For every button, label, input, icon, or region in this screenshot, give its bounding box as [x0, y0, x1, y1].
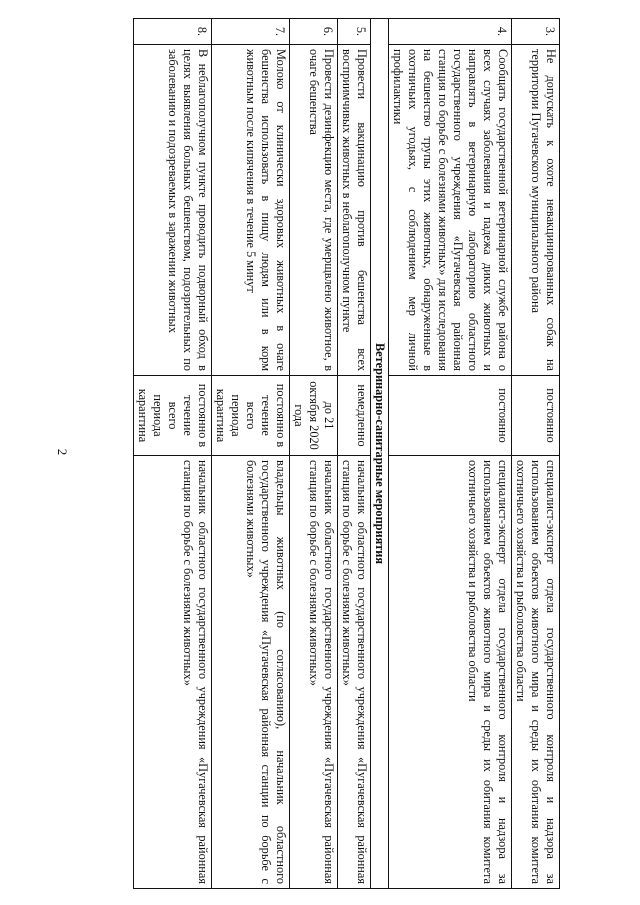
term-cell: немедленно: [338, 375, 371, 455]
action-cell: Молоко от клинически здоровых животных в очаге бешенства использовать в пищу людям или в корм животным после кипячения в течение 5 минут: [212, 44, 290, 375]
table-row: [134, 18, 212, 888]
action-cell: Провести вакцинацию против бешенства всех восприимчивых животных в неблагополучном пункте: [338, 44, 371, 375]
table-row: [212, 18, 290, 888]
term-cell: постоянно: [389, 375, 512, 455]
rotated-table-container: [80, 18, 560, 888]
action-cell: В неблагополучном пункте проводить подворный обход в целях выявления больных бешенством, подозрительных по заболеванию и подозреваемых в заражении животных: [134, 44, 212, 375]
section-title: Ветеринарно-санитарные мероприятия: [371, 18, 389, 888]
term-cell: постоянно в течение всего периода карантина: [212, 375, 290, 455]
action-cell: Сообщать государственной ветеринарной службе района о всех случаях заболевания и падежа диких животных и направлять в ветеринарную лабораторию областного государственного учреждения «Пугачевская районная станция по борьбе с болезнями животных» для исследования на бешенство трупы этих животных, обнаруженные в охотничьих угодьях, с соблюдением мер личной профилактики: [389, 44, 512, 375]
table-row: [389, 18, 512, 888]
table-row: [290, 18, 338, 888]
table-row: [512, 18, 560, 888]
responsible-cell: начальник областного государственного учреждения «Пугачевская районная станция по борьбе с болезнями животных»: [290, 455, 338, 888]
responsible-cell: начальник областного государственного учреждения «Пугачевская районная станция по борьбе с болезнями животных»: [338, 455, 371, 888]
row-number: 5.: [338, 18, 371, 44]
row-number: 4.: [389, 18, 512, 44]
term-cell: постоянно в течение всего периода карантина: [134, 375, 212, 455]
action-cell: Не допускать к охоте невакцинированных собак на территории Пугачевского муниципального района: [512, 44, 560, 375]
table-row: [338, 18, 371, 888]
responsible-cell: начальник областного государственного учреждения «Пугачевская районная станция по борьбе с болезнями животных»: [134, 455, 212, 888]
responsible-cell: специалист-эксперт отдела государственного контроля и надзора за использованием объектов животного мира и среды их обитания комитета охотничьего хозяйства и рыболовства области: [389, 455, 512, 888]
responsible-cell: владельцы животных (по согласованию), начальник областного государственного учреждения «Пугачевская районная станции по борьбе с болезнями животных»: [212, 455, 290, 888]
page-number: 2: [55, 448, 70, 456]
term-cell: до 21 октября 2020 года: [290, 375, 338, 455]
term-cell: постоянно: [512, 375, 560, 455]
measures-table: [133, 18, 560, 889]
row-number: 7.: [212, 18, 290, 44]
action-cell: Провести дезинфекцию места, где умерщвлено животное, в очаге бешенства: [290, 44, 338, 375]
responsible-cell: специалист-эксперт отдела государственного контроля и надзора за использованием объектов животного мира и среды их обитания комитета охотничьего хозяйства и рыболовства области: [512, 455, 560, 888]
row-number: 6.: [290, 18, 338, 44]
row-number: 3.: [512, 18, 560, 44]
row-number: 8.: [134, 18, 212, 44]
section-header-row: [371, 18, 389, 888]
